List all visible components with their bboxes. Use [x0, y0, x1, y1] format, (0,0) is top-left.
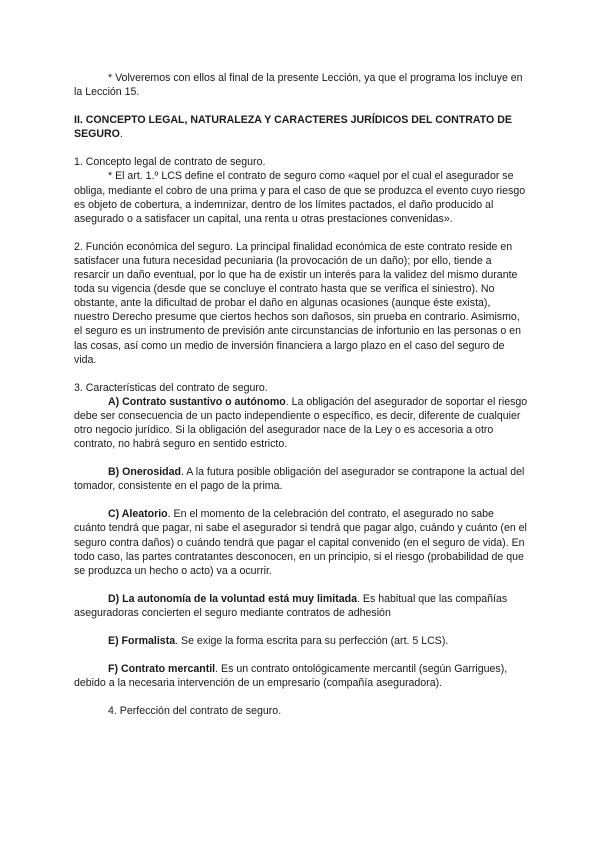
characteristic-label: C) Aleatorio — [108, 508, 168, 521]
characteristic-item — [74, 465, 528, 493]
characteristics-title: 3. Características del contrato de seguro. — [74, 381, 268, 394]
characteristic-text: . Es habitual que las compañías aseguradoras concierten el seguro mediante contratos de adhesión — [74, 592, 508, 619]
concept-body: * El art. 1.º LCS define el contrato de seguro como «aquel por el cual el asegurador se obliga, mediante el cobro de una prima y para el caso de que se produzca el evento cuyo riesgo es objeto de cobertura, a indemnizar, dentro de los límites pactados, el daño producido al asegurado o a satisfacer un capital, una renta u otras prestaciones convenidas». — [74, 170, 526, 225]
document-page — [74, 71, 528, 718]
characteristic-item — [74, 592, 528, 620]
economic-function-paragraph: 2. Función económica del seguro. La principal finalidad económica de este contrato reside en satisfacer una futura necesidad pecuniaria (la provocación de un daño); por ello, tiende a resarcir un daño eventual, por lo que ha de existir un interés para la validez del mismo durante toda su vigencia (desde que se concluye el contrato hasta que se verifica el siniestro). No obstante, ante la dificultad de probar el daño en algunas ocasiones (aunque éste exista), nuestro Derecho presume que ciertos hechos son dañosos, sin prueba en contrario. Asimismo, el seguro es un instrumento de previsión ante circunstancias de infortunio en las personas o en las cosas, así como un medio de inversión financiera a largo plazo en el caso del seguro de vida. — [74, 240, 521, 366]
characteristic-label: A) Contrato sustantivo o autónomo — [108, 395, 286, 408]
characteristic-item — [74, 395, 528, 451]
section-heading — [74, 113, 528, 141]
characteristic-text: . La obligación del asegurador de soportar el riesgo debe ser consecuencia de un pacto independiente o específico, es decir, diferente de cualquier otro negocio jurídico. Si la obligación del asegurador nace de la Ley o es accesoria a otro contrato, no habrá seguro en sentido estricto. — [74, 395, 528, 451]
characteristic-text: . En el momento de la celebración del contrato, el asegurado no sabe cuánto tendrá que pagar, ni sabe el asegurador si tendrá que pagar algo, cuándo y cuánto (en el seguro contra daños) o cuándo tendrá que pagar el capital convenido (en el seguro de vida). En todo caso, las partes contratantes desconocen, en un principio, si el riesgo (probabilidad de que se produzca un hecho o acto) va a ocurrir. — [74, 508, 527, 577]
characteristic-label: B) Onerosidad — [108, 466, 181, 479]
characteristic-text: . A la futura posible obligación del asegurador se contrapone la actual del tomador, consistente en el pago de la prima. — [74, 466, 525, 493]
characteristic-item — [74, 662, 528, 690]
characteristic-item — [74, 634, 528, 648]
characteristic-label: F) Contrato mercantil — [108, 663, 216, 676]
characteristic-item — [74, 507, 528, 577]
footnote: * Volveremos con ellos al final de la presente Lección, ya que el programa los incluye en la Lección 15. — [74, 72, 523, 99]
perfection-title: 4. Perfección del contrato de seguro. — [108, 705, 282, 718]
concept-title: 1. Concepto legal de contrato de seguro. — [74, 156, 266, 169]
characteristic-label: D) La autonomía de la voluntad está muy limitada — [108, 592, 357, 605]
section-heading-text: II. CONCEPTO LEGAL, NATURALEZA Y CARACTERES JURÍDICOS DEL CONTRATO DE SEGURO — [74, 114, 512, 141]
characteristic-text: . Es un contrato ontológicamente mercantil (según Garrigues), debido a la necesaria intervención de un empresario (compañía aseguradora). — [74, 663, 508, 690]
characteristic-text: . Se exige la forma escrita para su perfección (art. 5 LCS). — [175, 635, 449, 647]
section-heading-period: . — [119, 128, 123, 141]
characteristic-label: E) Formalista — [108, 635, 176, 647]
